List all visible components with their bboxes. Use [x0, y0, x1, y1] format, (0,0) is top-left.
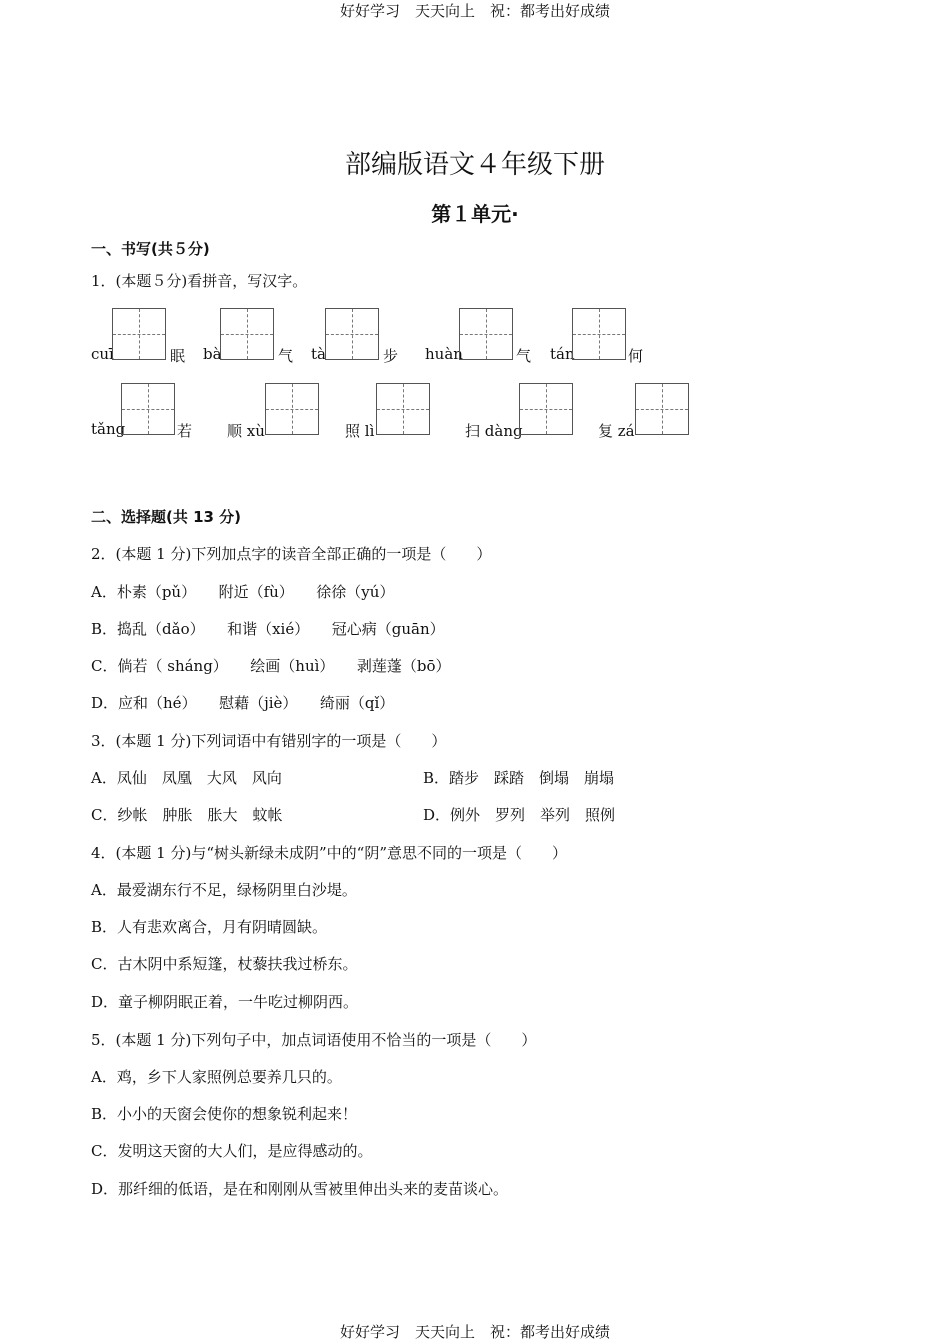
- writing-grid-box[interactable]: [265, 383, 319, 435]
- writing-grid-box[interactable]: [112, 308, 166, 360]
- pinyin-label: bà: [203, 345, 222, 363]
- writing-grid-box[interactable]: [376, 383, 430, 435]
- pinyin-label: tǎng: [91, 420, 126, 438]
- question-4-option-c[interactable]: C．古木阴中系短篷，杖藜扶我过桥东。: [91, 955, 358, 973]
- page-header: 好好学习 天天向上 祝：都考出好成绩: [339, 2, 610, 20]
- given-character: 何: [628, 347, 644, 365]
- question-3-option-c[interactable]: C．纱帐 肿胀 胀大 蚊帐: [91, 806, 283, 824]
- question-3-option-a[interactable]: A．凤仙 凤凰 大风 风向: [91, 769, 282, 787]
- pinyin-label: 复 zá: [598, 422, 635, 440]
- writing-grid-box[interactable]: [220, 308, 274, 360]
- page-title: 部编版语文４年级下册: [344, 150, 605, 180]
- given-character: 步: [383, 347, 399, 365]
- writing-grid-box[interactable]: [459, 308, 513, 360]
- question-4-option-d[interactable]: D．童子柳阴眠正着，一牛吃过柳阴西。: [91, 993, 359, 1011]
- question-3-stem: 3．(本题 1 分)下列词语中有错别字的一项是（ ）: [91, 732, 447, 750]
- question-3-option-b[interactable]: B．踏步 踩踏 倒塌 崩塌: [423, 769, 615, 787]
- given-character: 若: [177, 422, 193, 440]
- question-5-option-b[interactable]: B．小小的天窗会使你的想象锐利起来！: [91, 1105, 358, 1123]
- question-2-stem: 2．(本题 1 分)下列加点字的读音全部正确的一项是（ ）: [91, 545, 492, 563]
- question-5-option-c[interactable]: C．发明这天窗的大人们，是应得感动的。: [91, 1142, 373, 1160]
- writing-grid-box[interactable]: [519, 383, 573, 435]
- section-heading-writing: 一、书写(共５分): [91, 240, 210, 258]
- question-4-stem: 4．(本题 1 分)与“树头新绿未成阴”中的“阴”意思不同的一项是（ ）: [91, 844, 568, 862]
- question-5-option-a[interactable]: A．鸡，乡下人家照例总要养几只的。: [91, 1068, 342, 1086]
- unit-subtitle: 第１单元·: [431, 202, 519, 226]
- writing-grid-box[interactable]: [635, 383, 689, 435]
- pinyin-label: cuī: [91, 345, 114, 363]
- question-3-option-d[interactable]: D．例外 罗列 举列 照例: [423, 806, 616, 824]
- page-footer: 好好学习 天天向上 祝：都考出好成绩: [339, 1323, 610, 1341]
- writing-grid-box[interactable]: [121, 383, 175, 435]
- question-1-stem: 1．(本题５分)看拼音，写汉字。: [91, 272, 308, 290]
- question-4-option-a[interactable]: A．最爱湖东行不足，绿杨阴里白沙堤。: [91, 881, 357, 899]
- question-5-option-d[interactable]: D．那纤细的低语，是在和刚刚从雪被里伸出头来的麦苗谈心。: [91, 1180, 509, 1198]
- pinyin-label: 扫 dàng: [465, 422, 523, 440]
- pinyin-label: tà: [311, 345, 326, 363]
- given-character: 气: [278, 347, 294, 365]
- question-2-option-b[interactable]: B．捣乱（dǎo） 和谐（xié） 冠心病（guān）: [91, 620, 445, 638]
- pinyin-label: 照 lì: [345, 422, 375, 440]
- writing-grid-box[interactable]: [325, 308, 379, 360]
- pinyin-label: tán: [550, 345, 575, 363]
- question-4-option-b[interactable]: B．人有悲欢离合，月有阴晴圆缺。: [91, 918, 328, 936]
- question-2-option-c[interactable]: C．倘若（ sháng） 绘画（huì） 剥莲蓬（bō）: [91, 657, 451, 675]
- question-2-option-d[interactable]: D．应和（hé） 慰藉（jiè） 绮丽（qǐ）: [91, 694, 395, 712]
- given-character: 眠: [170, 347, 186, 365]
- question-2-option-a[interactable]: A．朴素（pǔ） 附近（fù） 徐徐（yú）: [91, 583, 395, 601]
- pinyin-label: 顺 xù: [227, 422, 265, 440]
- pinyin-label: huàn: [425, 345, 463, 363]
- question-5-stem: 5．(本题 1 分)下列句子中，加点词语使用不恰当的一项是（ ）: [91, 1031, 537, 1049]
- section-heading-choice: 二、选择题(共 13 分): [91, 508, 242, 526]
- writing-grid-box[interactable]: [572, 308, 626, 360]
- given-character: 气: [516, 347, 532, 365]
